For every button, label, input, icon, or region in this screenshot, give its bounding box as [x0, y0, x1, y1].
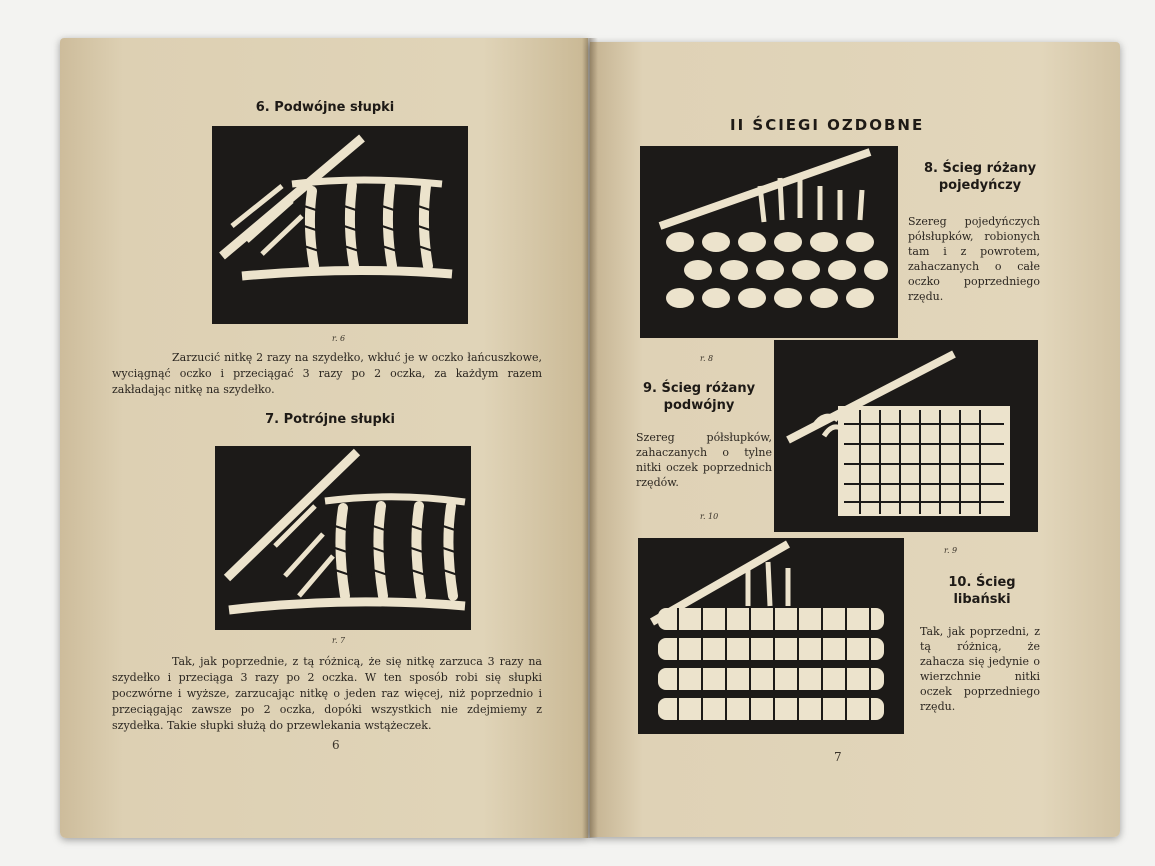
open-booklet — [60, 38, 1120, 838]
heading-rose-stitch-single: 8. Ścieg różany pojedyńczy — [923, 161, 1037, 193]
crochet-triple-stitch-drawing — [215, 446, 471, 630]
page-number-right: 7 — [834, 750, 842, 764]
paragraph-lebanese-stitch: Tak, jak poprzedni, z tą różnicą, że zahacza się jedynie o wierzchnie nitki oczek poprzedniego rzędu. — [920, 625, 1040, 713]
rose-stitch-double-drawing — [774, 340, 1038, 532]
caption-fig-8: r. 8 — [700, 354, 714, 363]
illustration-fig-7 — [215, 446, 471, 630]
heading-lebanese-stitch: 10. Ścieg libański — [948, 575, 1016, 607]
caption-fig-10: r. 10 — [700, 512, 719, 521]
paragraph-rose-stitch-double: Szereg półsłupków, zahaczanych o tylne nitki oczek poprzednich rzędów. — [636, 431, 772, 489]
crochet-double-stitch-drawing — [212, 126, 468, 324]
lebanese-stitch-drawing — [638, 538, 904, 734]
heading-double-stitches: 6. Podwójne słupki — [255, 100, 395, 115]
illustration-fig-10 — [638, 538, 904, 734]
caption-fig-7: r. 7 — [332, 636, 346, 645]
page-number-left: 6 — [332, 738, 340, 752]
paragraph-rose-stitch-single: Szereg pojedyńczych półsłupków, robionych tam i z powrotem, zahaczanych o całe oczko poprzedniego rzędu. — [908, 215, 1040, 303]
illustration-fig-8 — [640, 146, 898, 338]
left-page — [60, 38, 588, 838]
heading-rose-stitch-double: 9. Ścieg różany podwójny — [642, 381, 756, 413]
heading-triple-stitches: 7. Potrójne słupki — [265, 412, 395, 427]
right-page — [590, 42, 1120, 837]
illustration-fig-6 — [212, 126, 468, 324]
book-spine — [582, 38, 598, 838]
paragraph-double-stitches: Zarzucić nitkę 2 razy na szydełko, wkłuć je w oczko łańcuszkowe, wyciągnąć oczko i przeciągać 3 razy po 2 oczka, za każdym razem zakładając nitkę na szydełko. — [112, 351, 542, 396]
rose-stitch-single-drawing — [640, 146, 898, 338]
illustration-fig-9 — [774, 340, 1038, 532]
caption-fig-6: r. 6 — [332, 334, 346, 343]
section-title: II ŚCIEGI OZDOBNE — [730, 116, 925, 134]
caption-fig-9: r. 9 — [944, 546, 958, 555]
paragraph-triple-stitches: Tak, jak poprzednie, z tą różnicą, że się nitkę zarzuca 3 razy na szydełko i przeciąga 3 razy po 2 oczka. W ten sposób robi się słupki poczwórne i wyższe, zarzucając nitkę o jeden raz więcej, niż poprzednio i przeciągając zawsze po 2 oczka, dopóki wszystkich nie zdejmiemy z szydełka. Takie słupki służą do przewlekania wstążeczek. — [112, 655, 542, 732]
